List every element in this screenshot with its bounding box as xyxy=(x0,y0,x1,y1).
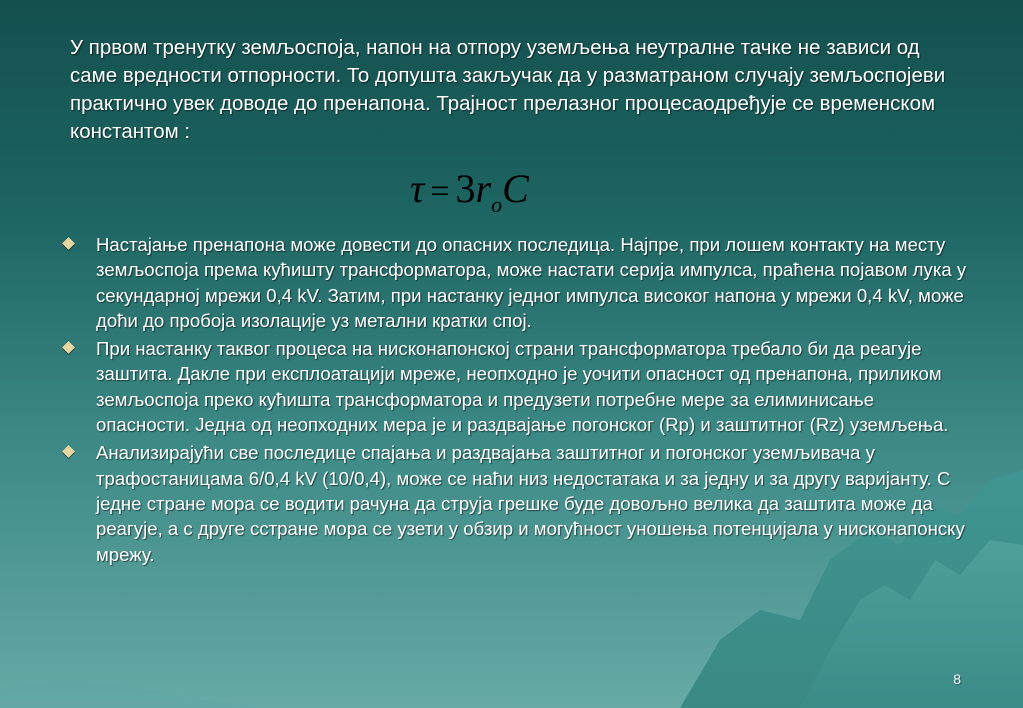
bullet-text: Анализирајући све последице спајања и раздвајања заштитног и погонског уземљивача у трафостаницама 6/0,4 kV (10/0,4), може се наћи низ недостатака и за једну и за другу варијанту. С једне стране мора се водити рачуна да струја грешке буде довољно велика да заштита може да реагује, а с друге сстране мора се узети у обзир и могућност уношења потенцијала у нисконапонску мрежу. xyxy=(96,442,965,565)
intro-paragraph: У првом тренутку земљоспоја, напон на отпору уземљења неутралне тачке не зависи од саме вредности отпорности. То допушта закључак да у разматраном случају земљоспојеви практично увек доводе до пренапона. Трајност прелазног процесаодређује се временском константом : xyxy=(70,36,946,143)
formula-tau: τ xyxy=(410,166,425,211)
formula-resistance: r xyxy=(475,166,492,211)
bullet-item-grounding-analysis xyxy=(60,440,970,566)
formula-coefficient: 3 xyxy=(455,166,476,211)
bullet-text: При настанку таквог процеса на нисконапонској страни трансформатора требало би да реагује заштита. Дакле при експлоатацији мреже, неопходно је уочити опасност од пренапона, приликом земљоспоја преко кућишта трансформатора и предузети потребне мере за елиминисање опасности. Једна од неопходних мера је и раздвајање погонског (Rp) и заштитног (Rz) уземљења. xyxy=(96,338,949,436)
page-number: 8 xyxy=(953,671,961,687)
time-constant-formula xyxy=(410,165,560,217)
diamond-bullet-icon xyxy=(62,341,75,354)
bullet-text: Настајање пренапона може довести до опасних последица. Најпре, при лошем контакту на месту земљоспоја према кућишту трансформатора, може настати серија импулса, праћена појавом лука у секундарној мрежи 0,4 kV. Затим, при настанку једног импулса високог напона у мрежи 0,4 kV, може доћи до пробоја изолације уз метални кратки спој. xyxy=(96,234,967,331)
bullet-item-overvoltage-consequences xyxy=(60,232,970,333)
formula-subscript: o xyxy=(491,192,503,217)
bullet-list xyxy=(60,232,970,570)
diamond-bullet-icon xyxy=(62,237,75,250)
formula-equals: = xyxy=(430,173,450,210)
formula-capacitance: C xyxy=(502,166,529,211)
diamond-bullet-icon xyxy=(62,446,75,459)
bullet-item-protection-response xyxy=(60,336,970,437)
